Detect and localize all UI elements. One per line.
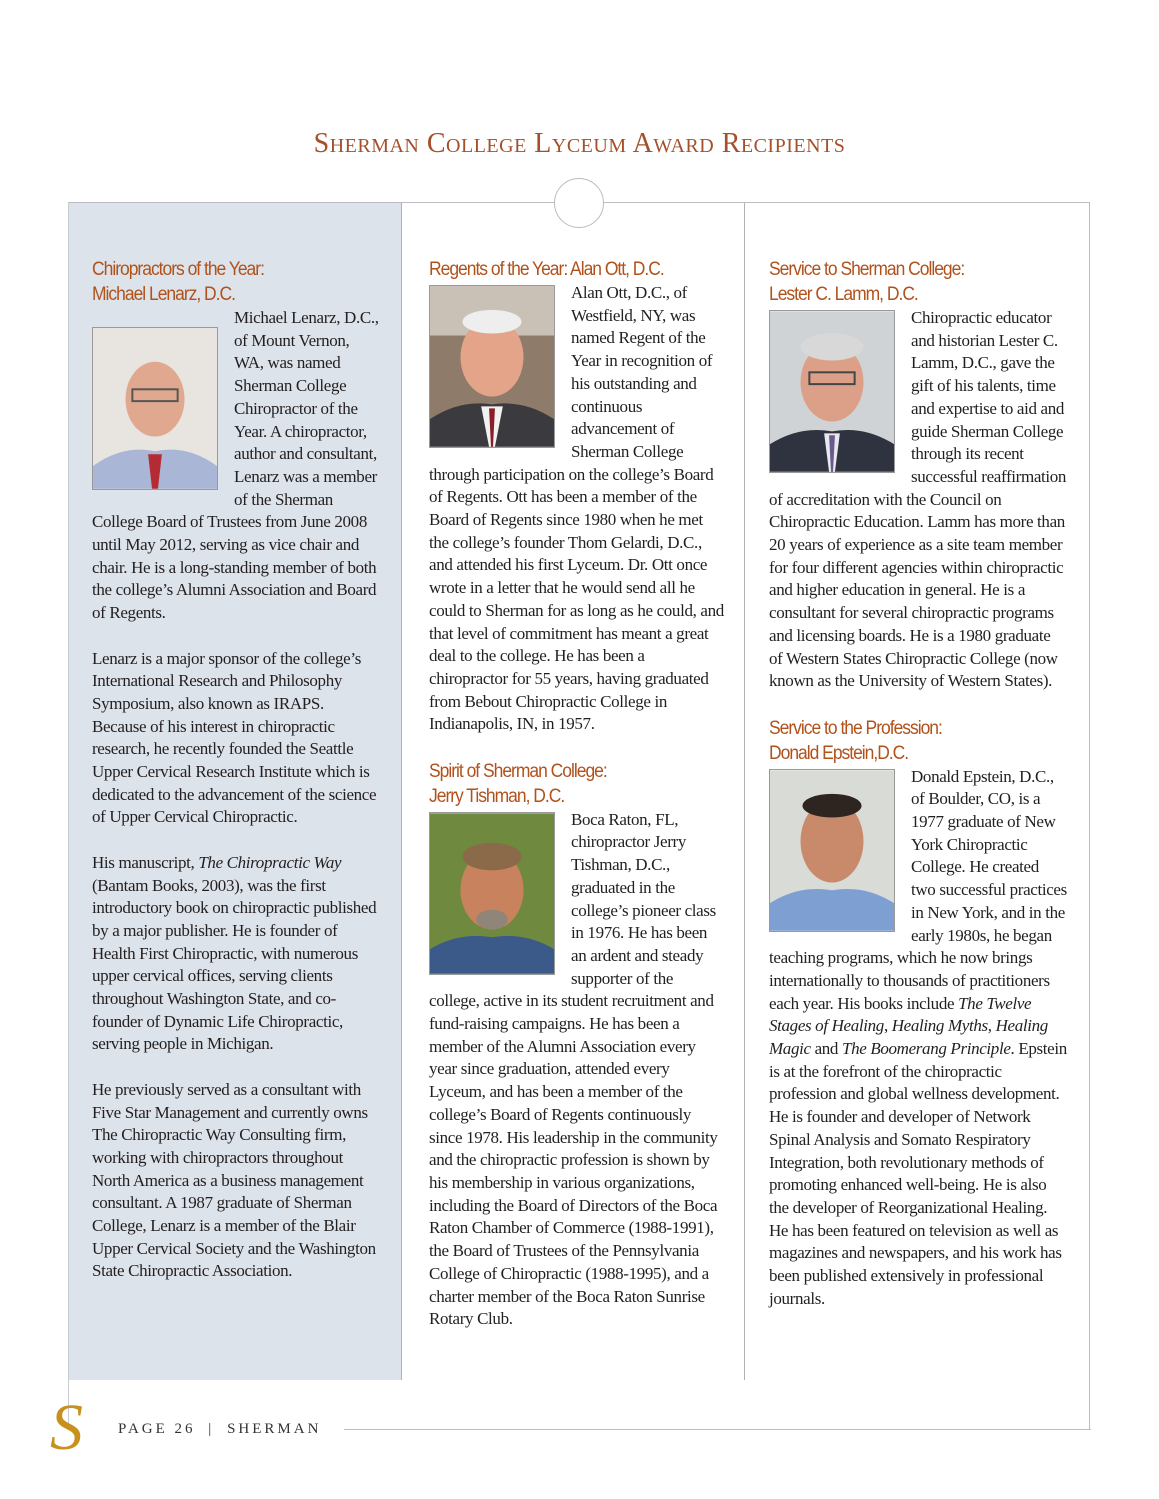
text: Donald Epstein, D.C., of Boulder, CO, is a 1977 graduate of New York Chiropractic College. He created two successful practices in New York, and in the early 1980s, he began teaching programs, which he now brings internationally to thousands of practitioners each year. His books include bbox=[769, 766, 1067, 1013]
sherman-logo-letter: S bbox=[50, 1391, 83, 1464]
portrait-photo-lenarz bbox=[92, 327, 218, 490]
paragraph bbox=[92, 852, 381, 1056]
text: , bbox=[987, 1016, 996, 1036]
publication-name: SHERMAN bbox=[227, 1421, 322, 1437]
paragraph: Boca Raton, FL, chiropractor Jerry Tishman, D.C., graduated in the college’s pioneer class in 1976. He has been an ardent and steady supporter of the college, active in its student recruitment and fund-raising campaigns. He has been a member of the Alumni Association every year since graduation, attended every Lyceum, and has been a member of the college’s Board of Regents continuously since 1978. His leadership in the community and the chiropractic profession is shown by his membership in various organizations, including the Board of Directors of the Boca Raton Chamber of Commerce (1988-1991), the Board of Trustees of the Pennsylvania College of Chiropractic (1988-1995), and a charter member of the Boca Raton Sunrise Rotary Club. bbox=[429, 809, 718, 1329]
section-heading: Lester C. Lamm, D.C. bbox=[769, 284, 918, 305]
footer-rule bbox=[344, 1429, 1091, 1430]
column-lamm-epstein bbox=[744, 203, 1089, 1380]
book-title: The Boomerang Principle bbox=[841, 1039, 1011, 1059]
decorative-circle bbox=[554, 178, 604, 228]
book-title: The Twelve Stages of Healing bbox=[769, 993, 1032, 1036]
text: (Bantam Books, 2003), was the first introductory book on chiropractic published by a major publisher. He is founder of Health First Chiropractic, with numerous upper cervical offices, serving clients throughout Washington State, and co-founder of Dynamic Life Chiropractic, serving people in Michigan. bbox=[92, 875, 377, 1054]
section-heading: Service to the Profession: bbox=[769, 717, 942, 739]
portrait-photo-epstein bbox=[769, 769, 895, 932]
section-heading: Regents of the Year: Alan Ott, D.C. bbox=[429, 259, 664, 280]
text: . Epstein is at the forefront of the chiropractic profession and global wellness development. He is founder and developer of Network Spinal Analysis and Somato Respiratory Integration, both revolutionary methods of promoting enhanced well-being. He is also the developer of Reorganizational Healing. He has been featured on television as well as magazines and newspapers, and his work has been published extensively in professional journals. bbox=[769, 1039, 1067, 1308]
portrait-photo-lamm bbox=[769, 310, 895, 473]
column-ott-tishman bbox=[401, 203, 744, 1380]
book-title: Healing Magic bbox=[769, 1016, 1048, 1059]
portrait-photo-ott bbox=[429, 285, 555, 448]
section-heading: Spirit of Sherman College: bbox=[429, 760, 607, 782]
section-heading: Donald Epstein,D.C. bbox=[769, 742, 909, 764]
column-lenarz bbox=[69, 203, 401, 1380]
paragraph: He previously served as a consultant with Five Star Management and currently owns The Chiropractic Way Consulting firm, working with chiropractors throughout North America as a business management consultant. A 1987 graduate of Sherman College, Lenarz is a member of the Blair Upper Cervical Society and the Washington State Chiropractic Association. bbox=[92, 1079, 376, 1281]
footer-page-info bbox=[118, 1421, 321, 1438]
section-heading: Michael Lenarz, D.C. bbox=[92, 284, 235, 305]
text: , bbox=[883, 1016, 892, 1036]
paragraph: Chiropractic educator and historian Lester C. Lamm, D.C., gave the gift of his talents, time and expertise to aid and guide Sherman College through its recent successful reaffirmation of accreditation with the Council on Chiropractic Education. Lamm has more than 20 years of experience as a site team member for four different agencies within chiropractic and higher education in general. He is a consultant for several chiropractic programs and licensing boards. He is a 1980 graduate of Western States Chiropractic College (now known as the University of Western States). bbox=[769, 308, 1067, 691]
paragraph: Lenarz is a major sponsor of the college’s International Research and Philosophy Symposium, also known as IRAPS. Because of his interest in chiropractic research, he recently founded the Seattle Upper Cervical Research Institute which is dedicated to the advancement of the science of Upper Cervical Chiropractic. bbox=[92, 648, 377, 827]
separator: | bbox=[208, 1421, 215, 1437]
section-heading: Service to Sherman College: bbox=[769, 259, 965, 280]
paragraph: Michael Lenarz, D.C., of Mount Vernon, WA, was named Sherman College Chiropractor of the Year. A chiropractor, author and consultant, Lenarz was a member of the Sherman College Board of Trustees from June 2008 until May 2012, serving as vice chair and chair. He is a long-standing member of both the college’s Alumni Association and Board of Regents. bbox=[92, 308, 379, 623]
page-number: PAGE 26 bbox=[118, 1421, 196, 1437]
section-heading: Chiropractors of the Year: bbox=[92, 259, 264, 280]
text: and bbox=[810, 1039, 842, 1059]
section-heading: Jerry Tishman, D.C. bbox=[429, 785, 565, 807]
book-title: The Chiropractic Way bbox=[198, 852, 342, 872]
paragraph: Alan Ott, D.C., of Westfield, NY, was named Regent of the Year in recognition of his outstanding and continuous advancement of Sherman College through participation on the college’s Board of Regents. Ott has been a member of the Board of Regents since 1980 when he met the college’s founder Thom Gelardi, D.C., and attended his first Lyceum. Dr. Ott once wrote in a letter that he would send all he could to Sherman for as long as he could, and that level of commitment has meant a great deal to the college. He has been a chiropractor for 55 years, having graduated from Bebout Chiropractic College in Indianapolis, IN, in 1957. bbox=[429, 283, 724, 734]
portrait-photo-tishman bbox=[429, 812, 555, 975]
text: His manuscript, bbox=[92, 852, 199, 872]
book-title: Healing Myths bbox=[891, 1016, 988, 1036]
page-title: Sherman College Lyceum Award Recipients bbox=[313, 128, 846, 159]
